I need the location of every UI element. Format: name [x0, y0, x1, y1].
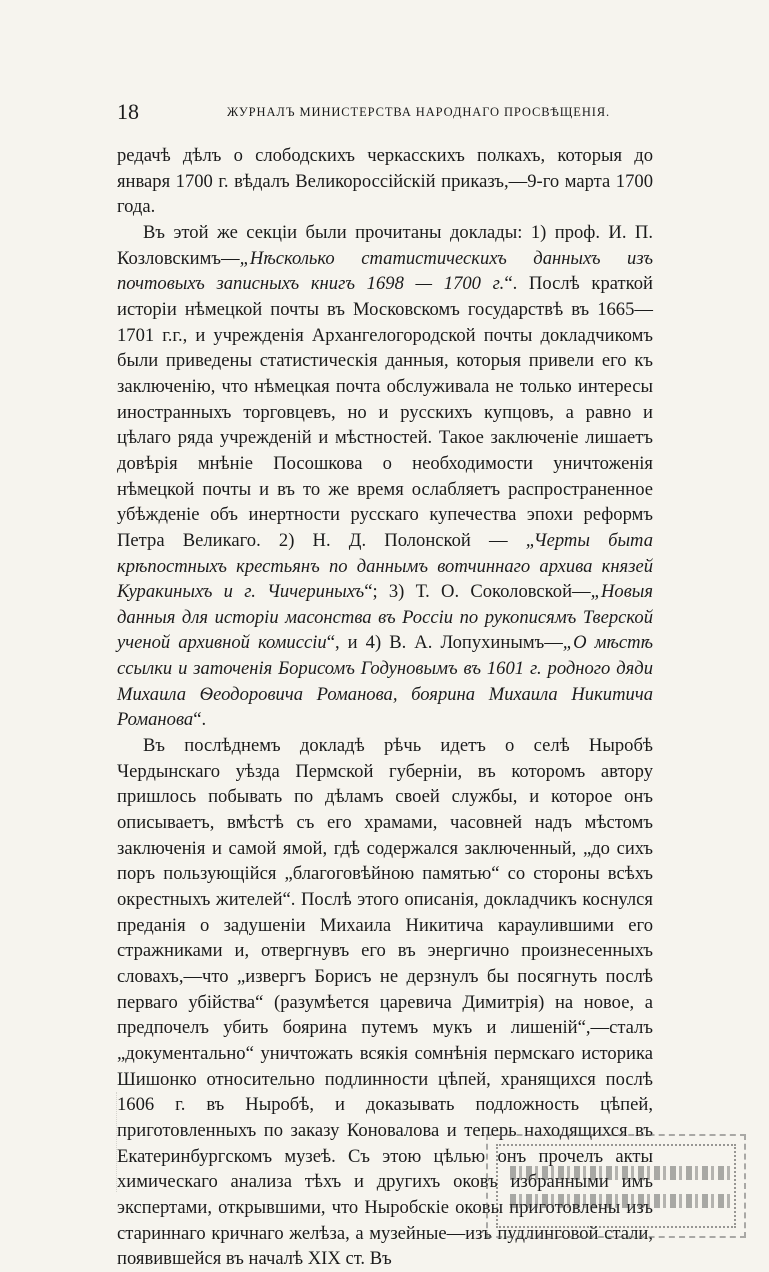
paragraph-2-text-2: “. Послѣ краткой исторіи нѣмецкой почты въ Московскомъ государствѣ въ 1665—1701 г.г., и учрежденія Архангелогородской почты докладчикомъ были приведены статистическія данныя, которыя привели его къ заключенію, что нѣмецкая почта обслуживала не только интересы иностранныхъ торговцевъ, но и русскихъ купцовъ, а равно и цѣлаго ряда учрежденій и мѣстностей. Такое заключеніе лишаетъ довѣрія мнѣніе Посошкова о необходимости уничтоженія нѣмецкой почты и въ то же время ослабляетъ распространенное убѣжденіе объ инертности русскаго купечества эпохи реформъ Петра Великаго. 2) Н. Д. Полонской —: [117, 273, 653, 551]
page-number: 18: [117, 99, 139, 124]
paragraph-2-title-4: „О мѣстѣ ссылки и заточенія Борисомъ Годуновымъ въ 1601 г. родного дяди Михаила Ѳеодоровича Романова, боярина Михаила Никитича Романова: [117, 632, 653, 731]
paragraph-2-text-4: “, и 4) В. А. Лопухинымъ—: [326, 632, 563, 654]
body-text: [117, 143, 653, 1272]
paragraph-2: [117, 220, 653, 733]
running-head: ЖУРНАЛЪ МИНИСТЕРСТВА НАРОДНАГО ПРОСВѢЩЕНІЯ.: [227, 105, 611, 119]
paragraph-3: Въ послѣднемъ докладѣ рѣчь идетъ о селѣ Ныробѣ Чердынскаго уѣзда Пермской губерніи, въ которомъ автору пришлось побывать по дѣламъ своей службы, и которое онъ описываетъ, вмѣстѣ съ его храмами, часовней надъ мѣстомъ заключенія и самой ямой, гдѣ содержался заключенный, „до сихъ поръ пользующійся „благоговѣйною памятью“ со стороны всѣхъ окрестныхъ жителей“. Послѣ этого описанія, докладчикъ коснулся преданія о задушеніи Михаила Никитича караулившими его стражниками и, отвергнувъ его въ энергично произнесенныхъ словахъ,—что „извергъ Борисъ не дерзнулъ бы посягнуть послѣ перваго убійства“ (разумѣется царевича Димитрія) на новое, а предпочелъ убить боярина путемъ мукъ и лишеній“,—сталъ „документально“ уничтожать всякія сомнѣнія пермскаго историка Шишонко относительно подлинности цѣпей, хранящихся послѣ 1606 г. въ Ныробѣ, и доказывать подложность цѣпей, приготовленныхъ по заказу Коновалова и теперь находящихся въ Екатеринбургскомъ музеѣ. Съ этою цѣлью онъ прочелъ акты химическаго анализа тѣхъ и другихъ оковъ избранными имъ экспертами, открывшими, что Ныробскіе оковы приготовлены изъ стариннаго кричнаго желѣза, а музейные—изъ пудлинговой стали, появившейся въ началѣ XIX ст. Въ: [117, 735, 653, 1270]
paragraph-2-title-2: „Черты быта крѣпостныхъ крестьянъ по даннымъ вотчиннаго архива князей Куракиныхъ и г. Чичериныхъ: [117, 529, 653, 603]
paragraph-1: редачѣ дѣлъ о слободскихъ черкасскихъ полкахъ, которыя до января 1700 г. вѣдалъ Великороссійскій приказъ,—9-го марта 1700 года.: [117, 145, 653, 218]
paragraph-2-text-5: “.: [193, 709, 207, 731]
page-header: [117, 98, 657, 126]
library-stamp-inner-border: [496, 1144, 736, 1228]
paper-blemish: [116, 1092, 147, 1192]
library-stamp-text-band-1: [510, 1166, 732, 1180]
library-stamp-text-band-2: [510, 1194, 732, 1208]
library-stamp: [486, 1134, 746, 1238]
paragraph-2-title-3: „Новыя данныя для исторіи масонства въ Россіи по рукописямъ Тверской ученой архивной комиссіи: [117, 581, 653, 654]
paragraph-2-title-1: „Нѣсколько статистическихъ данныхъ изъ почтовыхъ записныхъ книгъ 1698 — 1700 г.: [117, 247, 653, 295]
paragraph-2-text-1: Въ этой же секціи были прочитаны доклады: 1) проф. И. П. Козловскимъ—: [117, 221, 653, 269]
paragraph-2-text-3: “; 3) Т. О. Соколовской—: [364, 581, 591, 603]
